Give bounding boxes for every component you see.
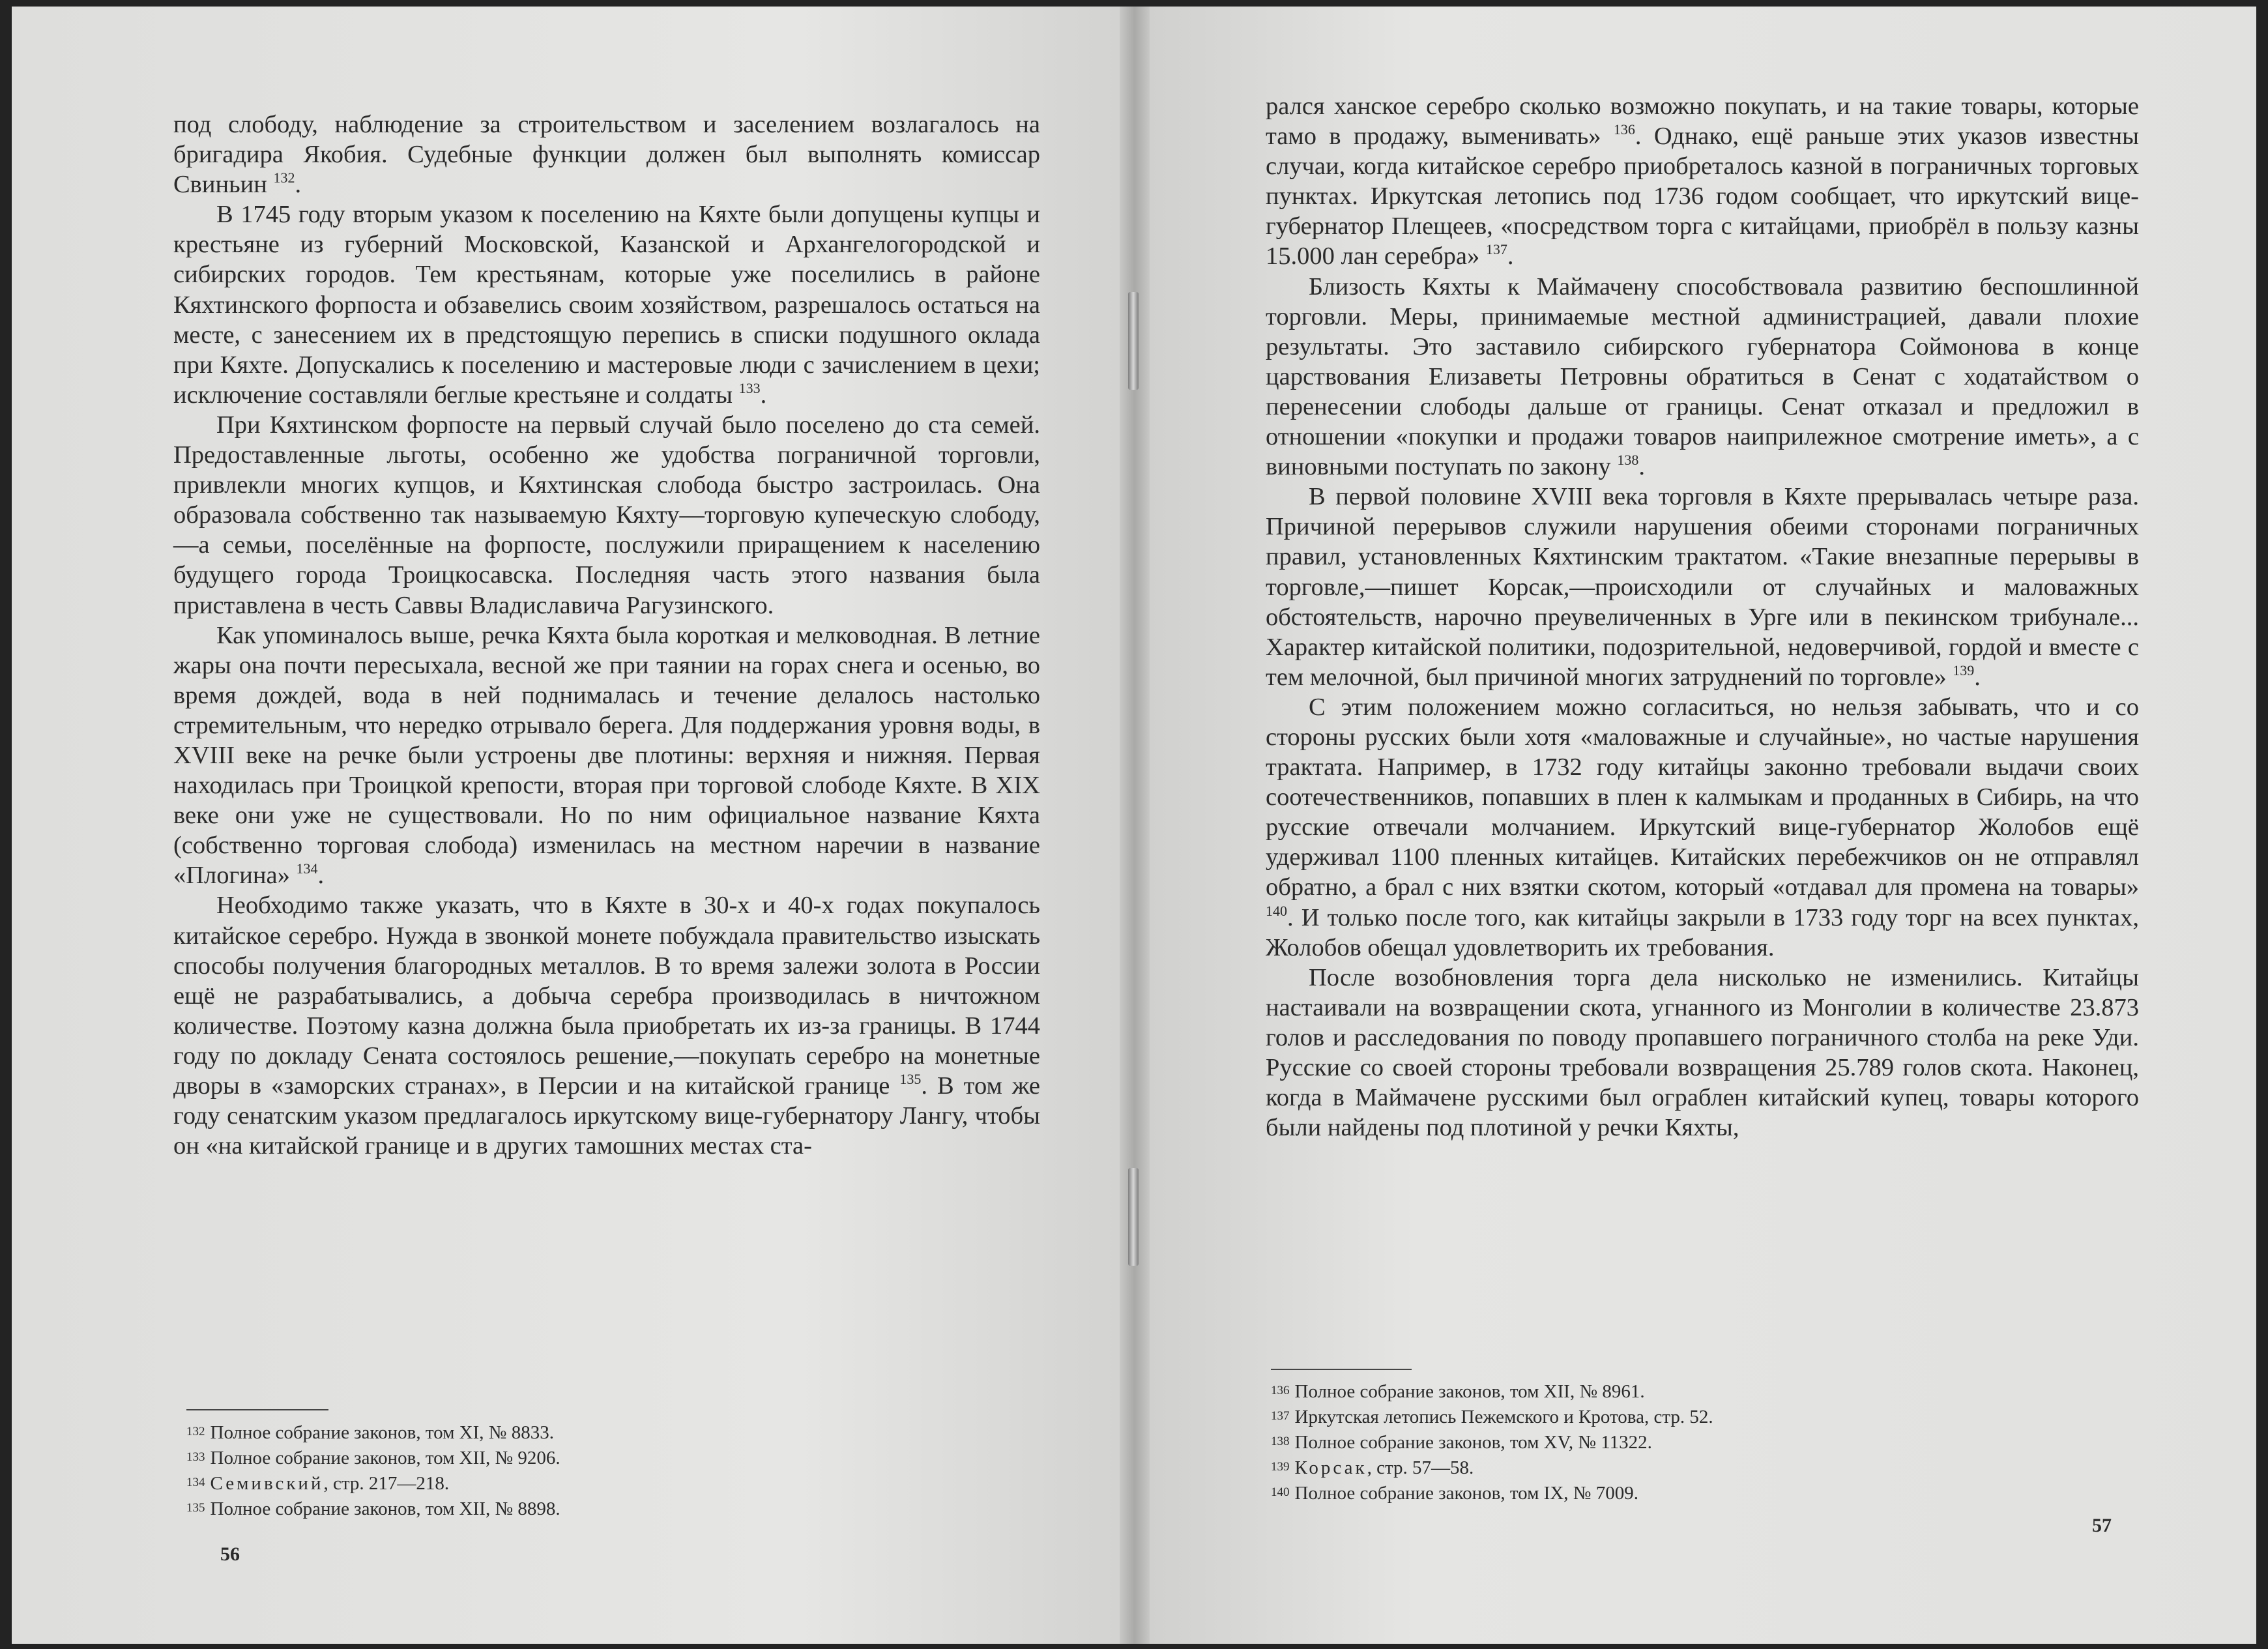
paragraph: При Кяхтинском форпосте на первый случай было поселено до ста семей. Предоставленные льготы, особенно же удобства пограничной торговли, привлекли многих купцов, и Кяхтинская слобода быстро застроилась. Она образовала собственно так называемую Кяхту—торговую купеческую слободу,—а семьи, поселённые на форпосте, послужили приращением к населению будущего города Троицкосавска. Последняя часть этого названия была приставлена в честь Саввы Владиславича Рагузинского. bbox=[173, 411, 1040, 619]
footnote-ref: 133 bbox=[738, 379, 761, 396]
footnote-ref: 138 bbox=[1617, 452, 1639, 469]
footnote-ref: 135 bbox=[899, 1071, 922, 1087]
footnote-divider bbox=[186, 1409, 328, 1410]
paragraph: После возобновления торга дела нисколько не изменились. Китайцы настаивали на возвращении скота, угнанного из Монголии в количестве 23.873 голов и расследования по поводу пропавшего пограничного столба на реке Уди. Русские со своей стороны требовали возвращения 25.789 голов скота. Наконец, когда в Маймачене русскими был ограблен китайский купец, товары которого были найдены под плотиной у речки Кяхты, bbox=[1266, 963, 2139, 1142]
footnotes bbox=[1271, 1379, 2053, 1506]
footnote-divider bbox=[1271, 1369, 1412, 1370]
footnote: 138 Полное собрание законов, том XV, № 11322. bbox=[1271, 1432, 1652, 1453]
binding-staple bbox=[1128, 1168, 1139, 1266]
footnote: 133 Полное собрание законов, том XII, № 9206. bbox=[186, 1448, 560, 1468]
footnote-ref: 132 bbox=[273, 169, 295, 186]
footnote-ref: 137 bbox=[1485, 241, 1507, 258]
page-number: 56 bbox=[220, 1543, 240, 1565]
book-spread bbox=[12, 7, 2256, 1644]
footnote: 140 Полное собрание законов, том IX, № 7009. bbox=[1271, 1483, 1638, 1504]
paragraph: Как упоминалось выше, речка Кяхта была короткая и мелководная. В летние жары она почти пересыхала, весной же при таянии на горах снега и осенью, во время дождей, вода в ней поднималась и течение делалось настолько стремительным, что нередко отрывало берега. Для поддержания уровня воды, в XVIII веке на речке были устроены две плотины: верхняя и нижняя. Первая находилась при Троицкой крепости, вторая при торговой слободе Кяхте. В XIX веке они уже не существовали. Но по ним официальное название Кяхта (собственно торговая слобода) изменилась на местном наречии в название «Плогина» $^{134}$. bbox=[173, 621, 1040, 890]
footnote: 136 Полное собрание законов, том XII, № 8961. bbox=[1271, 1381, 1645, 1402]
binding-staple bbox=[1128, 292, 1139, 390]
left-page-body bbox=[173, 109, 1040, 1161]
book-gutter bbox=[1120, 7, 1150, 1644]
paragraph: Необходимо также указать, что в Кяхте в 30-х и 40-х годах покупалось китайское серебро. Нужда в звонкой монете побуждала правительство изыскать способы получения благородных металлов. В то время залежи золота в России ещё не разрабатывались, а добыча серебра производилась в ничтожном количестве. Поэтому казна должна была приобретать их из-за границы. В 1744 году по докладу Сената состоялось решение,—покупать серебро на монетные дворы в «заморских странах», в Персии и на китайской границе $^{135}$. В том же году сенатским указом предлагалось иркутскому вице-губернатору Лангу, чтобы он «на китайской границе и в других тамошних местах ста- bbox=[173, 892, 1040, 1160]
footnote-ref: 134 bbox=[296, 860, 318, 877]
right-page bbox=[1134, 7, 2256, 1644]
footnote: 137 Иркутская летопись Пежемского и Кротова, стр. 52. bbox=[1271, 1407, 1713, 1427]
footnote: 132 Полное собрание законов, том XI, № 8833. bbox=[186, 1422, 554, 1443]
footnote: 135 Полное собрание законов, том XII, № 8898. bbox=[186, 1498, 560, 1519]
footnote-ref: 139 bbox=[1953, 662, 1975, 679]
footnote: 134 Семивский, стр. 217—218. bbox=[186, 1473, 450, 1494]
paragraph: под слободу, наблюдение за строительством и заселением возлагалось на бригадира Якобия. Судебные функции должен был выполнять комиссар Свиньин $^{132}$. bbox=[173, 111, 1040, 199]
paragraph: рался ханское серебро сколько возможно покупать, и на такие товары, которые тамо в продажу, выменивать» $^{136}$. Однако, ещё раньше этих указов известны случаи, когда китайское серебро приобреталось казной в пограничных торговых пунктах. Иркутская летопись под 1736 годом сообщает, что иркутский вице-губернатор Плещеев, «посредством торга с китайцами, приобрёл в пользу казны 15.000 лан серебра» $^{137}$. bbox=[1266, 93, 2139, 270]
paragraph: В первой половине XVIII века торговля в Кяхте прерывалась четыре раза. Причиной перерывов служили нарушения обеими сторонами пограничных правил, установленных Кяхтинским трактатом. «Такие внезапные перерывы в торговле,—пишет Корсак,—происходили от случайных и маловажных обстоятельств, нарочно преувеличенных в Урге или в пекинском трибунале... Характер китайской политики, подозрительной, недоверчивой, гордой и вместе с тем мелочной, был причиной многих затруднений по торговле» $^{139}$. bbox=[1266, 483, 2139, 691]
paragraph: Близость Кяхты к Маймачену способствовала развитию беспошлинной торговли. Меры, принимаемые местной администрацией, давали плохие результаты. Это заставило сибирского губернатора Соймонова в конце царствования Елизаветы Петровны обратиться в Сенат с ходатайством о перенесении слободы дальше от границы. Сенат отказал и предложил в отношении «покупки и продажи товаров наиприлежное смотрение иметь», а с виновными поступать по закону $^{138}$. bbox=[1266, 272, 2139, 481]
footnote-ref: 136 bbox=[1613, 121, 1635, 138]
page-number: 57 bbox=[2092, 1515, 2112, 1536]
left-page bbox=[12, 7, 1134, 1644]
footnotes bbox=[186, 1420, 968, 1521]
right-page-body bbox=[1266, 91, 2139, 1143]
footnote: 139 Корсак, стр. 57—58. bbox=[1271, 1457, 1474, 1478]
footnote-ref: 140 bbox=[1266, 902, 1287, 919]
paragraph: В 1745 году вторым указом к поселению на Кяхте были допущены купцы и крестьяне из губерний Московской, Казанской и Архангелогородской и сибирских городов. Тем крестьянам, которые уже поселились в районе Кяхтинского форпоста и обзавелись своим хозяйством, разрешалось остаться на месте, с занесением их в предстоящую перепись в списки подушного оклада при Кяхте. Допускались к поселению и мастеровые люди с зачислением в цехи; исключение составляли беглые крестьяне и солдаты $^{133}$. bbox=[173, 201, 1040, 409]
paragraph: С этим положением можно согласиться, но нельзя забывать, что и со стороны русских были хотя «маловажные и случайные», но частые нарушения трактата. Например, в 1732 году китайцы законно требовали выдачи своих соотечественников, попавших в плен к калмыкам и проданных в Сибирь, на что русские отвечали молчанием. Иркутский вице-губернатор Жолобов ещё удерживал 1100 пленных китайцев. Китайских перебежчиков он не отправлял обратно, а брал с них взятки скотом, который «отдавал для промена на товары» $^{140}$. И только после того, как китайцы закрыли в 1733 году торг на всех пунктах, Жолобов обещал удовлетворить их требования. bbox=[1266, 693, 2139, 961]
